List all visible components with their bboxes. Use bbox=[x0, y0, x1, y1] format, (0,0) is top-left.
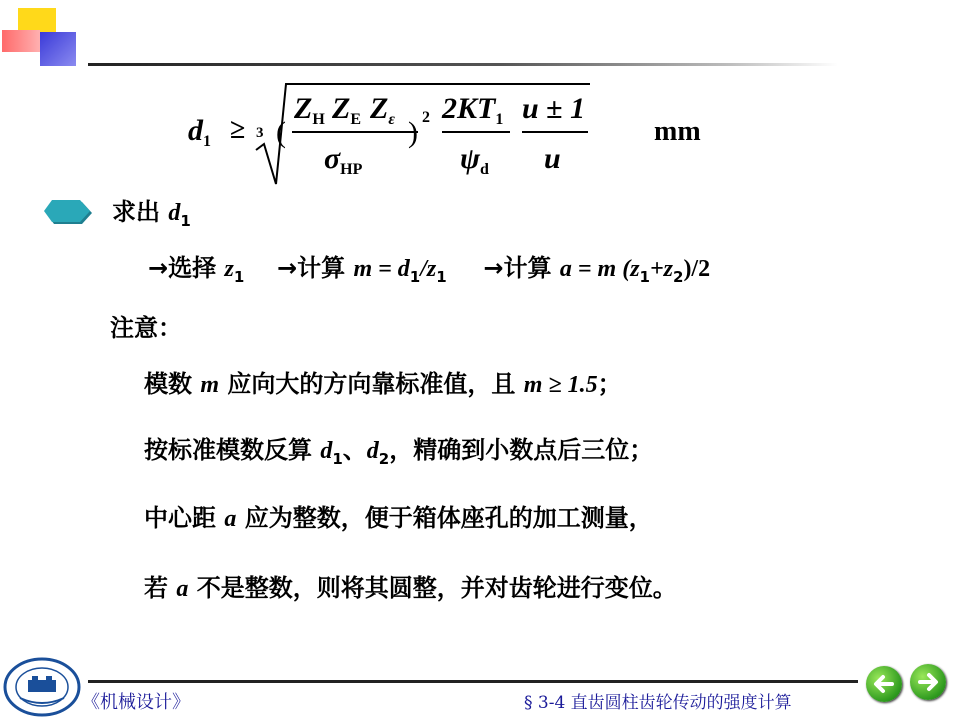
step-chain bbox=[148, 254, 710, 284]
design-formula bbox=[180, 80, 740, 190]
arrow-bullet-icon bbox=[44, 198, 94, 228]
formula-u-denominator: u bbox=[544, 142, 561, 175]
footer-divider bbox=[88, 680, 858, 683]
decor-square-red bbox=[2, 30, 40, 52]
formula-z-eps: $Z_\varepsilon$ bbox=[370, 92, 395, 128]
step-heading: 求出 $d_1$ bbox=[112, 198, 191, 230]
header-divider bbox=[88, 63, 838, 66]
formula-sigma: $\sigma_{HP}$ bbox=[324, 142, 363, 178]
step-compute-m: →计算 $m = d_1/z_1$ bbox=[276, 254, 447, 286]
footer-book-title: 《机械设计》 bbox=[82, 692, 190, 713]
note-4: 若 a 不是整数，则将其圆整，并对齿轮进行变位。 bbox=[144, 574, 677, 602]
formula-z-h: $Z_H$ bbox=[294, 92, 325, 128]
footer-section-title: § 3-4 直齿圆柱齿轮传动的强度计算 bbox=[524, 693, 792, 713]
formula-power: 2 bbox=[422, 109, 430, 126]
previous-slide-button[interactable] bbox=[866, 666, 902, 702]
formula-u-plus-minus: u ± 1 bbox=[522, 92, 586, 125]
formula-psi: $\psi_d$ bbox=[460, 142, 489, 178]
step-compute-a: →计算 a = m $(z_1+z_2)/2$ bbox=[483, 254, 711, 286]
formula-ge: ≥ bbox=[230, 114, 246, 145]
arrow-right-icon bbox=[916, 670, 940, 694]
note-1: 模数 m 应向大的方向靠标准值，且 m ≥ 1.5； bbox=[144, 370, 622, 398]
next-slide-button[interactable] bbox=[910, 664, 946, 700]
step-select-z1: →选择 $z_1$ bbox=[148, 254, 245, 286]
note-2: 按标准模数反算 $d_1$、$d_2$，精确到小数点后三位； bbox=[144, 436, 654, 468]
formula-root-index: 3 bbox=[256, 125, 264, 141]
formula-unit: mm bbox=[654, 116, 701, 147]
formula-2kt: $2KT_1$ bbox=[442, 92, 504, 128]
note-3: 中心距 a 应为整数，便于箱体座孔的加工测量， bbox=[144, 504, 653, 532]
formula-paren-close: ) bbox=[408, 116, 418, 149]
university-logo-icon bbox=[2, 656, 82, 718]
formula-z-e: $Z_E$ bbox=[332, 92, 361, 128]
arrow-left-icon bbox=[872, 672, 896, 696]
formula-paren-open: ( bbox=[276, 116, 286, 149]
notes-title: 注意： bbox=[110, 314, 182, 342]
decor-square-blue bbox=[40, 32, 76, 66]
formula-lhs: $d_1$ bbox=[188, 114, 211, 150]
